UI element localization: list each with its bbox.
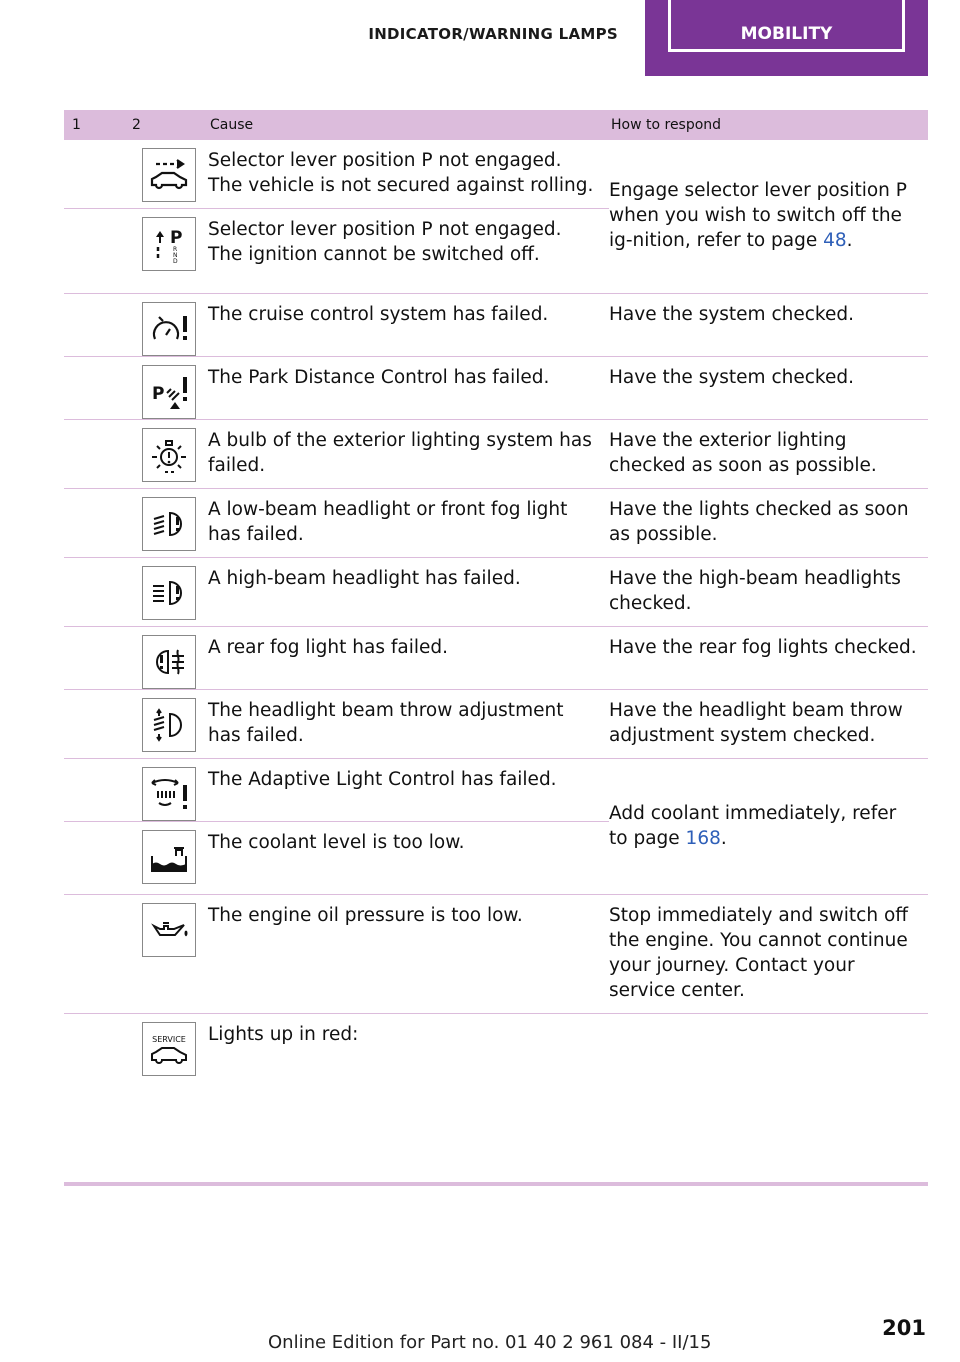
table-row: [64, 895, 928, 1014]
response-text: Have the high-beam headlights checked.: [609, 558, 928, 627]
cause-text: The Adaptive Light Control has failed.: [208, 759, 609, 822]
table-row: [64, 627, 928, 690]
cause-text: A low-beam headlight or front fog light has failed.: [208, 489, 609, 558]
svg-text:SERVICE: SERVICE: [152, 1035, 186, 1044]
response-text: Engage selector lever position P when you wish to switch off the ig‐nition, refer to page 48.: [609, 140, 928, 294]
cause-text: The cruise control system has failed.: [208, 294, 609, 357]
coolant-level-icon: [142, 830, 196, 884]
high-beam-warning-icon: [142, 566, 196, 620]
selector-lever-car-icon: [142, 148, 196, 202]
cause-text: The Park Distance Control has failed.: [208, 357, 609, 420]
svg-text:R: R: [173, 246, 178, 253]
table-row: [64, 420, 928, 489]
section-title: INDICATOR/WARNING LAMPS: [368, 25, 618, 43]
cause-text: A bulb of the exterior lighting system has failed.: [208, 420, 609, 489]
table-row: [64, 690, 928, 759]
response-text: Have the exterior lighting checked as soon as possible.: [609, 420, 928, 489]
service-car-icon: [142, 1022, 196, 1076]
warning-lamps-table: [64, 110, 928, 1086]
page-number: 201: [882, 1316, 926, 1340]
cause-text: Lights up in red:: [208, 1024, 359, 1045]
table-header-row: [64, 110, 928, 140]
response-text: Have the system checked.: [609, 294, 928, 357]
column-header-response: How to respond: [609, 110, 928, 140]
table-row: [64, 294, 928, 357]
svg-text:P: P: [170, 228, 183, 248]
cause-text: A rear fog light has failed.: [208, 627, 609, 690]
oil-pressure-icon: [142, 903, 196, 957]
response-text: Add coolant immediately, refer to page 168.: [609, 759, 928, 895]
low-beam-warning-icon: [142, 497, 196, 551]
cause-text: A high-beam headlight has failed.: [208, 558, 609, 627]
table-row: [64, 489, 928, 558]
response-text: Have the rear fog lights checked.: [609, 627, 928, 690]
mobility-tab[interactable]: MOBILITY: [668, 0, 905, 52]
rear-fog-warning-icon: [142, 635, 196, 689]
response-text: Have the lights checked as soon as possible.: [609, 489, 928, 558]
svg-text:D: D: [173, 258, 178, 265]
page-link[interactable]: 48: [823, 230, 847, 251]
adaptive-light-warning-icon: [142, 767, 196, 821]
park-prnd-icon: [142, 217, 196, 271]
svg-text:N: N: [173, 252, 178, 259]
table-row: [64, 558, 928, 627]
response-text: Have the headlight beam throw adjustment system checked.: [609, 690, 928, 759]
cause-text: The coolant level is too low.: [208, 822, 609, 895]
response-text: [609, 1014, 928, 1087]
response-text: Stop immediately and switch off the engine. You cannot continue your journey. Contact your service center.: [609, 895, 928, 1014]
exterior-bulb-icon: [142, 428, 196, 482]
table-row: [64, 1014, 928, 1087]
svg-text:P: P: [152, 384, 165, 404]
column-header-cause: Cause: [208, 110, 609, 140]
beam-throw-icon: [142, 698, 196, 752]
page-link[interactable]: 168: [685, 827, 721, 849]
response-text: Have the system checked.: [609, 357, 928, 420]
cause-text: Selector lever position P not engaged. The ignition cannot be switched off.: [208, 209, 609, 294]
park-distance-warning-icon: [142, 365, 196, 419]
column-header-2: 2: [130, 110, 208, 140]
cause-text: The engine oil pressure is too low.: [208, 895, 609, 1014]
table-row: [64, 357, 928, 420]
table-row: [64, 759, 928, 822]
column-header-1: 1: [64, 110, 130, 140]
table-bottom-rule: [64, 1182, 928, 1186]
edition-footer: Online Edition for Part no. 01 40 2 961 084 - II/15: [268, 1332, 712, 1353]
cruise-control-warning-icon: [142, 302, 196, 356]
table-row: [64, 140, 928, 209]
cause-text: Selector lever position P not engaged. The vehicle is not secured against rolling.: [208, 140, 609, 209]
cause-text: The headlight beam throw adjustment has failed.: [208, 690, 609, 759]
